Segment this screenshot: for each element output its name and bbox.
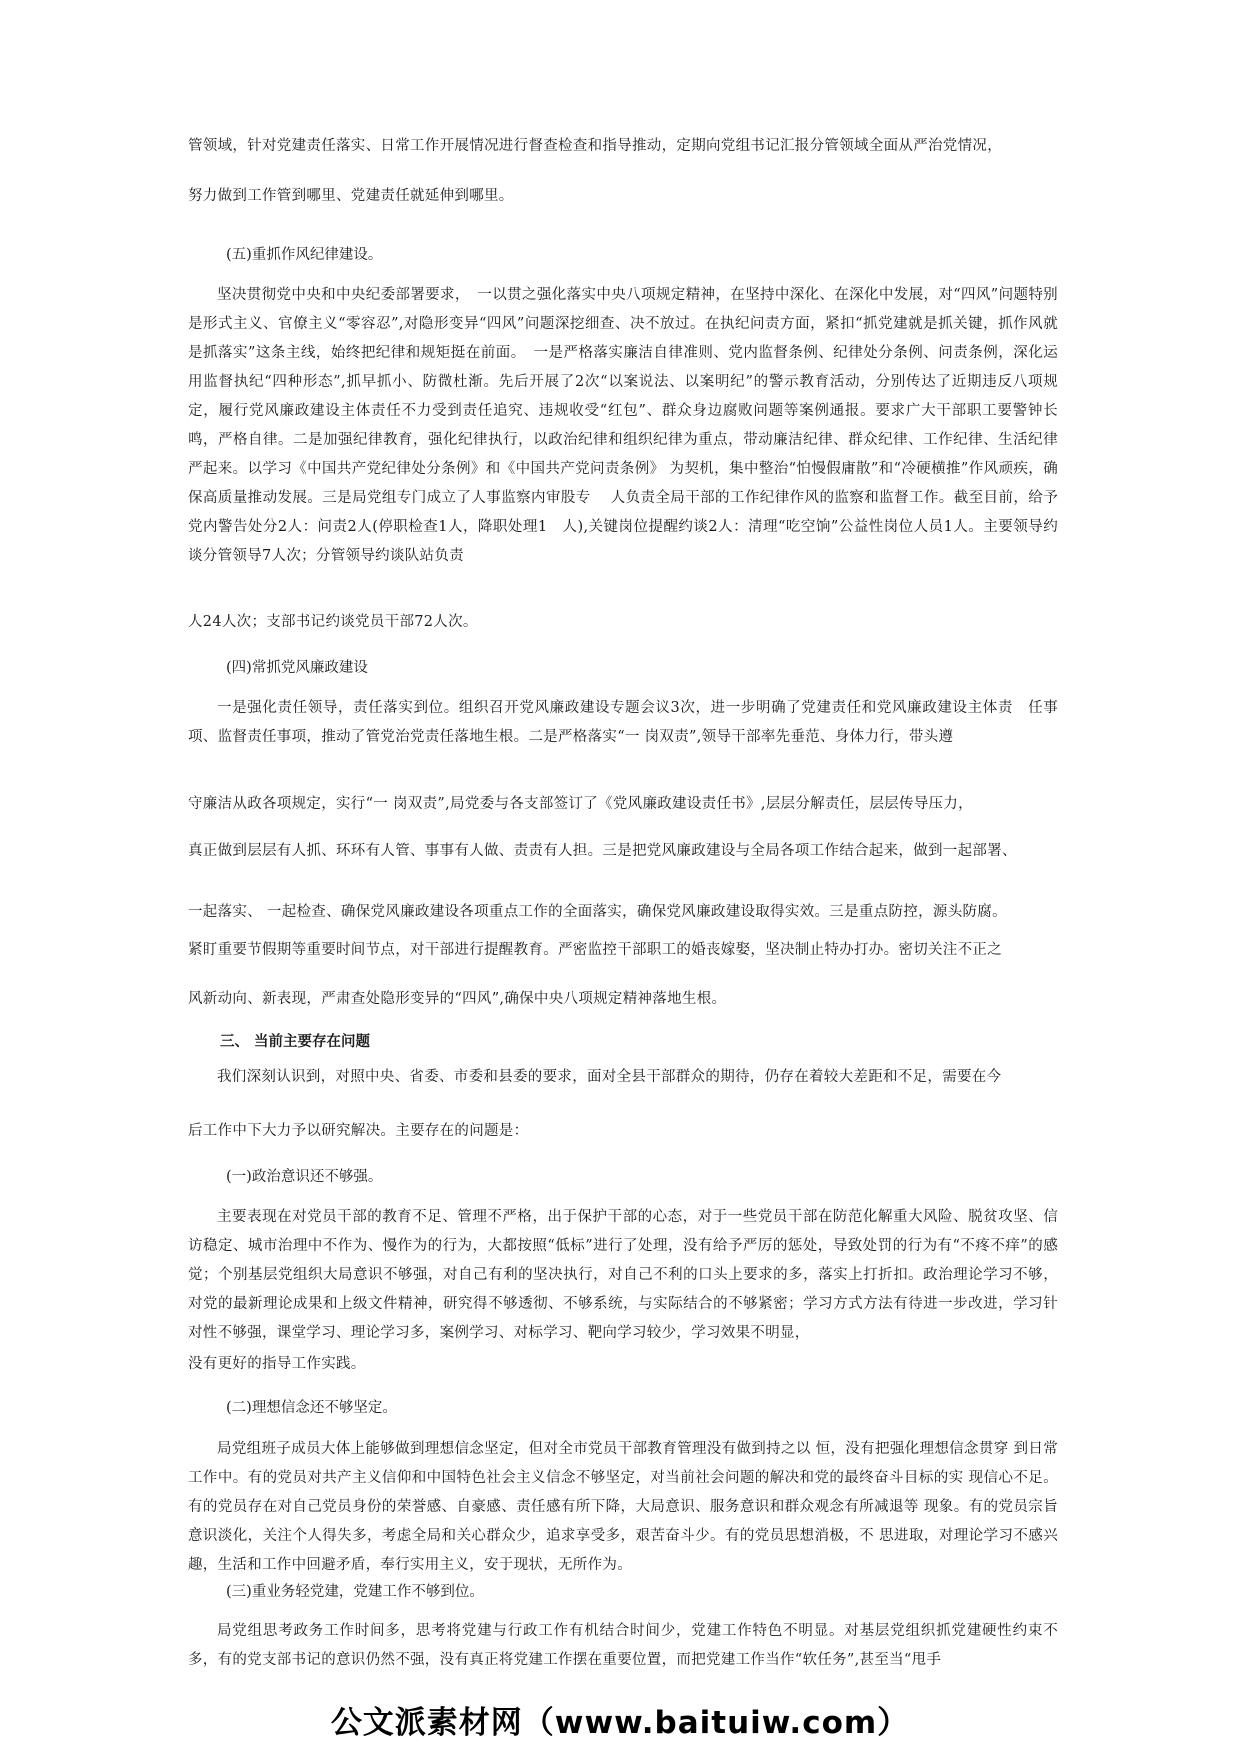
paragraph: 一起落实、 一起检查、确保党风廉政建设各项重点工作的全面落实，确保党风廉政建设取得实效。三是重点防控，源头防腐。 xyxy=(188,904,1007,920)
section-heading: (三)重业务轻党建，党建工作不够到位。 xyxy=(226,1584,484,1600)
chapter-heading: 三、 当前主要存在问题 xyxy=(220,1034,371,1050)
paragraph: 风新动向、新表现，严肃查处隐形变异的“四风”,确保中央八项规定精神落地生根。 xyxy=(188,991,727,1007)
paragraph: 我们深刻认识到，对照中央、省委、市委和县委的要求，面对全县干部群众的期待，仍存在着较大差距和不足，需要在今 xyxy=(217,1069,1002,1085)
section-heading: (四)常抓党风廉政建设 xyxy=(226,660,368,676)
section-heading: (五)重抓作风纪律建设。 xyxy=(226,247,383,263)
paragraph: 没有更好的指导工作实践。 xyxy=(188,1356,366,1372)
paragraph: 紧盯重要节假期等重要时间节点，对干部进行提醒教育。严密监控干部职工的婚丧嫁娶，坚决制止特办打办。密切关注不正之 xyxy=(188,942,1002,958)
paragraph: 一是强化责任领导，责任落实到位。组织召开党风廉政建设专题会议3次，进一步明确了党建责任和党风廉政建设主体责 任事项、监督责任事项，推动了管党治党责任落地生根。二是严格落实“一 岗双责”,领导干部率先垂范、身体力行，带头遵 xyxy=(188,700,1058,745)
document-page xyxy=(188,0,1058,1754)
paragraph: 努力做到工作管到哪里、党建责任就延伸到哪里。 xyxy=(188,188,514,204)
paragraph: 人24人次；支部书记约谈党员干部72人次。 xyxy=(188,614,478,630)
watermark-footer: 公文派素材网（www.baituiw.com） xyxy=(330,1705,910,1741)
paragraph: 局党组班子成员大体上能够做到理想信念坚定，但对全市党员干部教育管理没有做到持之以 恒，没有把强化理想信念贯穿 到日常工作中。有的党员对共产主义信仰和中国特色社会主义信念不够坚定，对当前社会问题的解决和党的最终奋斗目标的实 现信心不足。有的党员存在对自己党员身份的荣誉感、自豪感、责任感有所下降，大局意识、服务意识和群众观念有所减退等 现象。有的党员宗旨意识淡化，关注个人得失多，考虑全局和关心群众少，追求享受多，艰苦奋斗少。有的党员思想消极，不 思进取，对理论学习不感兴趣，生活和工作中回避矛盾，奉行实用主义，安于现状，无所作为。 xyxy=(188,1441,1058,1573)
paragraph: 真正做到层层有人抓、环环有人管、事事有人做、责责有人担。三是把党风廉政建设与全局各项工作结合起来，做到一起部署、 xyxy=(188,843,1017,859)
section-heading: (一)政治意识还不够强。 xyxy=(226,1169,383,1185)
section-heading: (二)理想信念还不够坚定。 xyxy=(226,1400,397,1416)
paragraph: 坚决贯彻党中央和中央纪委部署要求， 一以贯之强化落实中央八项规定精神，在坚持中深化、在深化中发展，对“四风”问题特别是形式主义、官僚主义“零容忍”,对隐形变异“四风”问题深挖细查、决不放过。在执纪问责方面，紧扣“抓党建就是抓关键，抓作风就是抓落实”这条主线，始终把纪律和规矩挺在前面。 一是严格落实廉洁自律准则、党内监督条例、纪律处分条例、问责条例，深化运用监督执纪“四种形态”,抓早抓小、防微杜渐。先后开展了2次“以案说法、以案明纪”的警示教育活动，分别传达了近期违反八项规定，履行党风廉政建设主体责任不力受到责任追究、违规收受“红包”、群众身边腐败问题等案例通报。要求广大干部职工要警钟长鸣，严格自律。二是加强纪律教育，强化纪律执行，以政治纪律和组织纪律为重点，带动廉洁纪律、群众纪律、工作纪律、生活纪律严起来。以学习《中国共产党纪律处分条例》和《中国共产党问责条例》 为契机，集中整治“怕慢假庸散”和“冷硬横推”作风顽疾，确保高质量推动发展。三是局党组专门成立了人事监察内审股专 人负责全局干部的工作纪律作风的监察和监督工作。截至目前，给予党内警告处分2人：问责2人(停职检查1人，降职处理1 人),关键岗位提醒约谈2人：清理“吃空饷”公益性岗位人员1人。主要领导约谈分管领导7人次；分管领导约谈队站负责 xyxy=(188,287,1058,564)
paragraph: 守廉洁从政各项规定，实行“一 岗双责”,局党委与各支部签订了《党风廉政建设责任书》,层层分解责任，层层传导压力， xyxy=(188,796,973,812)
paragraph: 后工作中下大力予以研究解决。主要存在的问题是： xyxy=(188,1123,529,1139)
paragraph: 主要表现在对党员干部的教育不足、管理不严格，出于保护干部的心态，对于一些党员干部在防范化解重大风险、脱贫攻坚、信访稳定、城市治理中不作为、慢作为的行为，大都按照“低标”进行了处理，没有给予严厉的惩处，导致处罚的行为有“不疼不痒”的感觉；个别基层党组织大局意识不够强，对自己有利的坚决执行，对自己不利的口头上要求的多，落实上打折扣。政治理论学习不够，对党的最新理论成果和上级文件精神，研究得不够透彻、不够系统，与实际结合的不够紧密；学习方式方法有待进一步改进，学习针对性不够强，课堂学习、理论学习多，案例学习、对标学习、靶向学习较少，学习效果不明显， xyxy=(188,1209,1058,1341)
paragraph: 局党组思考政务工作时间多，思考将党建与行政工作有机结合时间少，党建工作特色不明显。对基层党组织抓党建硬性约束不多，有的党支部书记的意识仍然不强，没有真正将党建工作摆在重要位置，而把党建工作当作“软任务”,甚至当“甩手 xyxy=(188,1623,1058,1668)
paragraph: 管领域，针对党建责任落实、日常工作开展情况进行督查检查和指导推动，定期向党组书记汇报分管领域全面从严治党情况， xyxy=(188,138,1002,154)
